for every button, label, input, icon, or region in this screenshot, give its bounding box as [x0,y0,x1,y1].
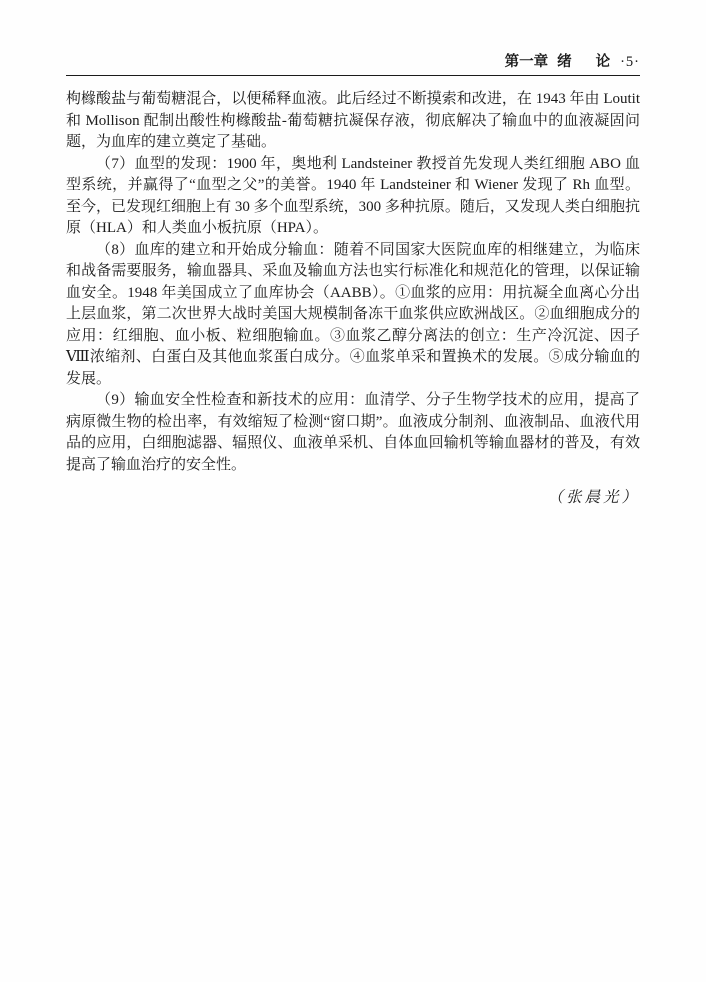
section-title-char-2: 论 [595,54,611,70]
paragraph-item-9: （9）输血安全性检查和新技术的应用：血清学、分子生物学技术的应用，提高了病原微生物的检出率，有效缩短了检测“窗口期”。血液成分制剂、血液制品、血液代用品的应用，白细胞滤器、辐照仪、血液单采机、自体血回输机等输血器材的普及，有效提高了输血治疗的安全性。 [66,392,640,473]
page-number: ·5· [620,54,640,70]
paragraph-item-8: （8）血库的建立和开始成分输血：随着不同国家大医院血库的相继建立，为临床和战备需要服务，输血器具、采血及输血方法也实行标准化和规范化的管理，以保证输血安全。1948 年美国成立了血库协会（AABB）。①血浆的应用：用抗凝全血离心分出上层血浆，第二次世界大战时美国大规模制备冻干血浆供应欧洲战区。②血细胞成分的应用：红细胞、血小板、粒细胞输血。③血浆乙醇分离法的创立：生产冷沉淀、因子Ⅷ浓缩剂、白蛋白及其他血浆蛋白成分。④血浆单采和置换术的发展。⑤成分输血的发展。 [66,241,640,387]
chapter-label: 第一章 [504,54,549,70]
author-signature: （张晨光） [547,489,640,506]
header-rule [66,75,640,76]
paragraph-item-7: （7）血型的发现：1900 年，奥地利 Landsteiner 教授首先发现人类红细胞 ABO 血型系统，并赢得了“血型之父”的美誉。1940 年 Landsteiner 和 Wiener 发现了 Rh 血型。至今，已发现红细胞上有 30 多个血型系统，300 多种抗原。随后，又发现人类白细胞抗原（HLA）和人类血小板抗原（HPA）。 [66,155,640,236]
body-text [66,89,640,476]
section-title-char-1: 绪 [557,54,572,70]
paragraph-continuation: 枸橼酸盐与葡萄糖混合，以便稀释血液。此后经过不断摸索和改进，在 1943 年由 Loutit 和 Mollison 配制出酸性枸橼酸盐-葡萄糖抗凝保存液，彻底解决了输血中的血液凝固问题，为血库的建立奠定了基础。 [66,91,640,150]
running-header [66,0,640,72]
